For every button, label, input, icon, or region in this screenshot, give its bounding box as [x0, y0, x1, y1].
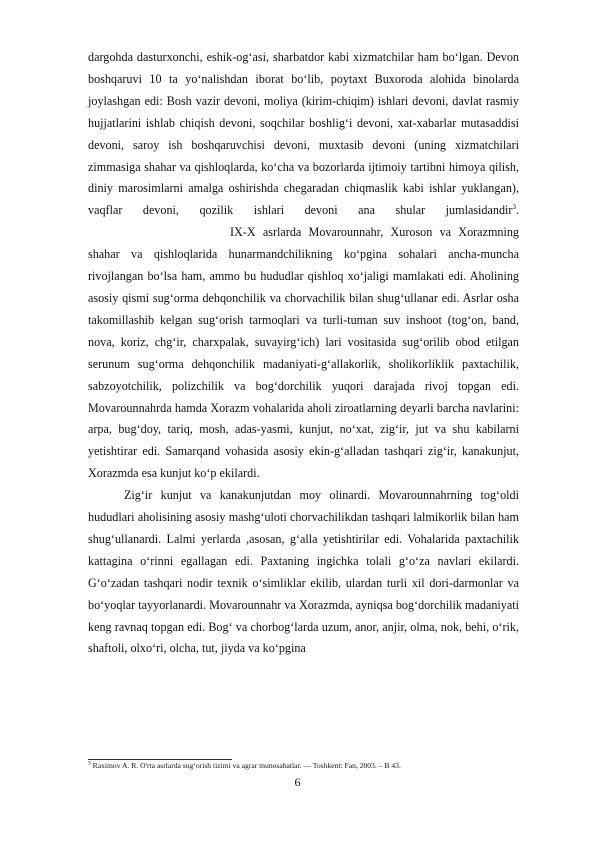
footnote-separator: [88, 759, 232, 760]
paragraph-1: [88, 47, 519, 485]
paragraph-2-text: IX-X asrlarda Movarounnahr, Xuroson va Xorazmning shahar va qishloqlarida hunarmandchilikning ko‘pgina sohalari ancha-muncha rivojlangan bo‘lsa ham, ammo bu hududlar qishloq xo‘jaligi mamlakati edi. Aholining asosiy qismi sug‘orma dehqonchilik va chorvachilik bilan shug‘ullanar edi. Asrlar osha takomillashib kelgan sug‘orish tarmoqlari va turli-tuman suv inshoot (tog‘on, band, nova, koriz, chg‘ir, charxpalak, suvayirg‘ich) lari vositasida sug‘orilib obod etilgan serunum sug‘orma dehqonchilik madaniyati-g‘allakorlik, sholikorliklik paxtachilik, sabzoyotchilik, polizchilik va bog‘dorchilik yuqori darajada rivoj topgan edi. Movarounnahrda hamda Xorazm vohalarida aholi ziroatlarning deyarli barcha navlarini: arpa, bug‘doy, tariq, mosh, adas-yasmi, kunjut, no‘xat, zig‘ir, jut va shu kabilarni yetishtirar edi. Samarqand vohasida asosiy ekin-g‘alladan tashqari zig‘ir, kanakunjut, Xorazmda esa kunjut ko‘p ekilardi.: [88, 225, 519, 481]
footnote-reference[interactable]: 3: [512, 203, 516, 212]
footnote-marker: 3: [88, 760, 91, 767]
paragraph-1-text: dargohda dasturxonchi, eshik-og‘asi, sharbatdor kabi xizmatchilar ham bo‘lgan. Devon boshqaruvi 10 ta yo‘nalishdan iborat bo‘lib, poytaxt Buxoroda alohida binolarda joylashgan edi: Bosh vazir devoni, moliya (kirim-chiqim) ishlari devoni, davlat rasmiy hujjatlarini ishlab chiqish devoni, soqchilar boshlig‘i devoni, xat-xabarlar mutasaddisi devoni, saroy ish boshqaruvchisi devoni, muxtasib devoni (uning xizmatchilari zimmasiga shahar va qishloqlarda, ko‘cha va bozorlarda ijtimoiy tartibni himoya qilish, diniy marosimlarni amalga oshirishda chegaradan chiqmaslik kabi ishlar yuklangan), vaqflar devoni, qozilik ishlari devoni ana shular jumlasidandir: [88, 50, 519, 218]
paragraph-3-text: Zig‘ir kunjut va kanakunjutdan moy olinardi. Movarounnahrning tog‘oldi hududlari aholisining asosiy mashg‘uloti chorvachilikdan tashqari lalmikorlik bilan ham shug‘ullanardi. Lalmi yerlarda ,asosan, g‘alla yetishtirilar edi. Vohalarida paxtachilik kattagina o‘rinni egallagan edi. Paxtaning ingichka tolali g‘o‘za navlari ekilardi. G‘o‘zadan tashqari nodir texnik o‘simliklar ekilib, ulardan turli xil dori-darmonlar va bo‘yoqlar tayyorlanardi. Movarounnahr va Xorazmda, ayniqsa bog‘dorchilik madaniyati keng ravnaq topgan edi. Bog‘ va chorbog‘larda uzum, anor, anjir, olma, nok, behi, o‘rik, shaftoli, olxo‘ri, olcha, tut, jiyda va ko‘pgina: [88, 488, 519, 656]
body-text: [88, 47, 519, 660]
footnote: [88, 761, 519, 771]
footnote-text: Raximov A. R. O'rta asrlarda sug‘orish tizimi va agrar munosabatlar. — Toshkent: Fan, 2003. – B 43.: [90, 761, 401, 770]
paragraph-3: [88, 485, 519, 660]
page-number: 6: [294, 775, 301, 789]
paragraph-1-period: .: [515, 203, 519, 218]
